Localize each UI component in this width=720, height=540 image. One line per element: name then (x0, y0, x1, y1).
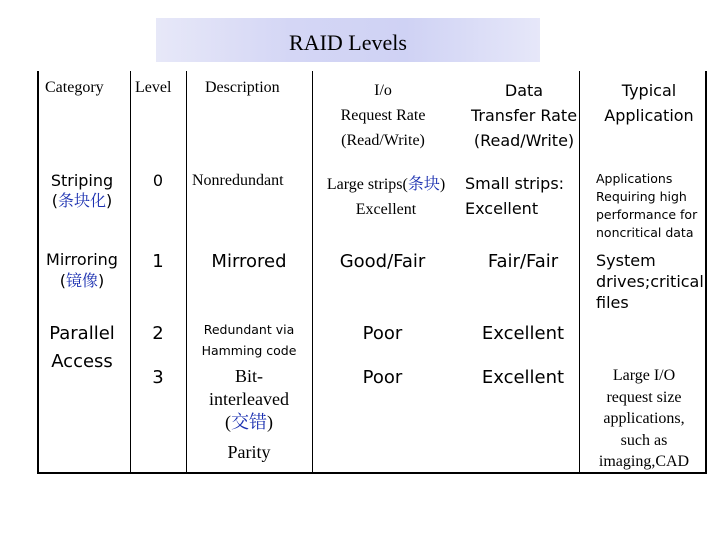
row-level3-io-rate: Poor (362, 367, 403, 388)
row-level2-transfer-rate: Excellent (481, 323, 565, 344)
application-line: System (596, 251, 656, 270)
io-rate-prefix: Large strips( (326, 176, 408, 193)
row-mirroring-level: 1 (152, 251, 164, 272)
header-typical-application-line: Application (604, 106, 694, 125)
category-label: Access (51, 351, 113, 372)
row-mirroring-io-rate: Good/Fair (339, 251, 426, 272)
category-label: Striping (50, 171, 114, 190)
description-zh-line: (交错) (225, 412, 273, 433)
description-line: Redundant via (203, 322, 295, 337)
page-title: RAID Levels (289, 30, 407, 55)
header-typical-application (592, 78, 706, 128)
row-mirroring-application (596, 250, 704, 313)
application-line: Applications (596, 171, 673, 186)
row-striping-category (39, 171, 125, 211)
category-zh: 镜像 (65, 271, 98, 290)
row-level3-description (186, 365, 312, 464)
row-mirroring-transfer-rate: Fair/Fair (487, 251, 559, 272)
io-rate-suffix: ) (439, 176, 446, 193)
raid-table (37, 71, 707, 474)
header-level: Level (135, 79, 172, 96)
application-line: such as (620, 431, 668, 449)
application-line: request size (606, 388, 682, 406)
category-zh: 条块化 (57, 191, 106, 210)
row-striping-description: Nonredundant (192, 172, 284, 189)
header-io-rate (322, 78, 444, 153)
header-transfer-rate (459, 78, 589, 153)
header-description: Description (205, 79, 280, 96)
header-transfer-rate-line: (Read/Write) (473, 131, 575, 150)
row-level3-application (580, 365, 708, 473)
category-label: Mirroring (46, 250, 118, 269)
header-transfer-rate-line: Transfer Rate (470, 106, 578, 125)
header-io-rate-line: Request Rate (340, 107, 426, 124)
application-line: drives;critical (596, 272, 704, 291)
row-mirroring-category (39, 249, 125, 291)
row-level3-level: 3 (152, 367, 164, 388)
row-striping-application (596, 170, 697, 242)
category-zh-line: (条块化) (51, 191, 113, 210)
header-typical-application-line: Typical (621, 81, 677, 100)
category-label: Parallel (49, 323, 115, 344)
header-io-rate-line: (Read/Write) (341, 132, 425, 149)
application-line: performance for (596, 207, 698, 222)
description-line: Bit- (234, 366, 263, 386)
description-line: interleaved (209, 389, 289, 409)
description-zh: 交错 (231, 412, 267, 433)
row-level2-description (186, 319, 312, 361)
title-banner (156, 18, 540, 62)
row-mirroring-description: Mirrored (211, 251, 287, 272)
application-line: files (596, 293, 629, 312)
row-level3-transfer-rate: Excellent (481, 367, 565, 388)
header-category: Category (45, 79, 104, 96)
application-line: applications, (603, 410, 685, 427)
row-level2-level: 2 (152, 323, 164, 344)
row-striping-level: 0 (152, 171, 164, 190)
row-parallel-category (39, 320, 125, 376)
category-zh-line: (镜像) (59, 271, 105, 290)
header-transfer-rate-line: Data (504, 81, 544, 100)
application-line: imaging,CAD (598, 453, 690, 470)
application-line: Requiring high (596, 189, 687, 204)
row-striping-transfer-rate (465, 171, 564, 221)
row-striping-io-rate (312, 171, 460, 222)
transfer-rate-line: Excellent (465, 199, 539, 218)
transfer-rate-line: Small strips: (465, 174, 565, 193)
io-rate-zh: 条块 (407, 174, 440, 193)
description-line: Hamming code (201, 343, 297, 358)
io-rate-line (312, 171, 460, 197)
description-line: Parity (227, 442, 271, 462)
row-level2-io-rate: Poor (362, 323, 403, 344)
application-line: noncritical data (596, 225, 694, 240)
application-line: Large I/O (612, 367, 676, 384)
io-rate-line: Excellent (355, 201, 417, 218)
header-io-rate-line: I/o (374, 82, 392, 99)
